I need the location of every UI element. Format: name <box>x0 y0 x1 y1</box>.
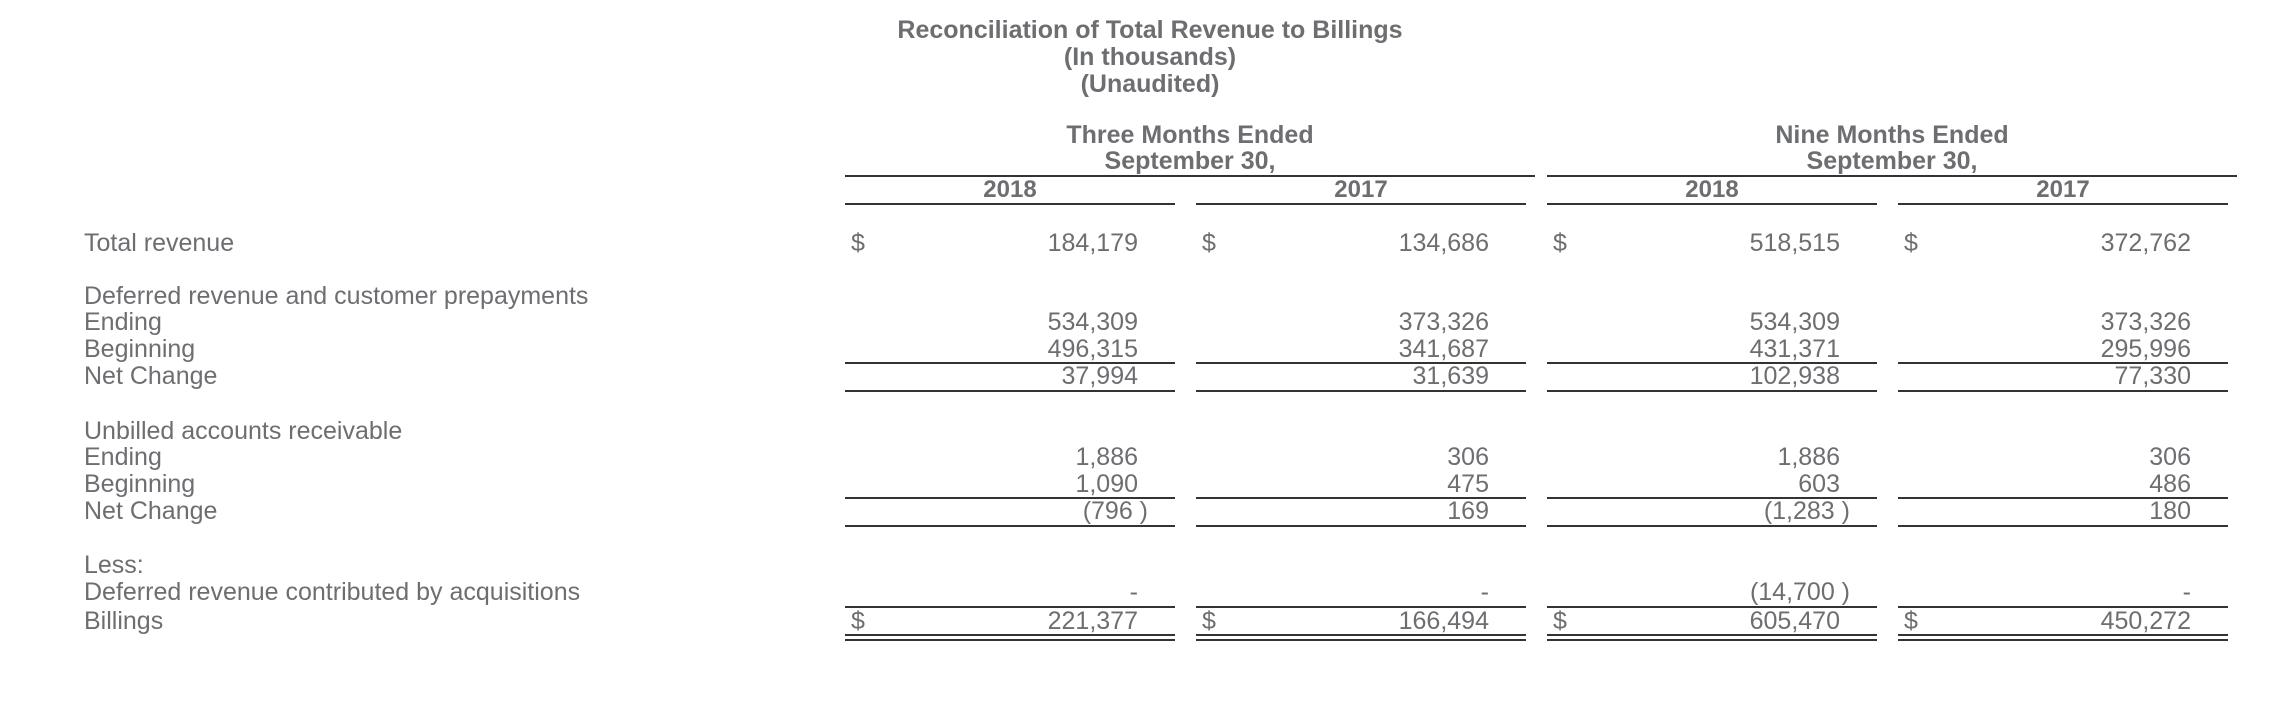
total-revenue-value: 372,762 <box>2100 229 2191 257</box>
deferred-beginning-label: Beginning <box>84 335 196 363</box>
acquisitions-label: Deferred revenue contributed by acquisitions <box>84 578 581 606</box>
billings-value: 605,470 <box>1749 607 1840 635</box>
year-header-nine-2017: 2017 <box>1898 177 2228 205</box>
unbilled-ending-value: 306 <box>2149 443 2191 471</box>
unbilled-ending-value: 1,886 <box>1777 443 1840 471</box>
unbilled-beginning-value: 603 <box>1798 470 1840 498</box>
deferred-beginning-value: 496,315 <box>1047 335 1138 363</box>
subtotal-rule <box>1196 525 1526 527</box>
unbilled-net-change-value: 169 <box>1447 497 1489 525</box>
year-header-nine-2018: 2018 <box>1547 177 1877 205</box>
total-revenue-value: 184,179 <box>1047 229 1138 257</box>
three-months-header: Three Months Ended <box>1066 121 1314 149</box>
report-audit-status: (Unaudited) <box>1080 70 1220 98</box>
deferred-net-change-value: 37,994 <box>1061 362 1138 390</box>
three-months-subheader: September 30, <box>1104 147 1276 175</box>
unbilled-beginning-value: 1,090 <box>1075 470 1138 498</box>
subtotal-rule <box>1898 525 2228 527</box>
currency-symbol: $ <box>851 229 865 257</box>
unbilled-beginning-value: 486 <box>2149 470 2191 498</box>
deferred-beginning-value: 295,996 <box>2100 335 2191 363</box>
subtotal-rule <box>1196 390 1526 392</box>
currency-symbol: $ <box>1553 229 1567 257</box>
total-revenue-value: 518,515 <box>1749 229 1840 257</box>
acquisitions-value: - <box>1480 578 1489 606</box>
total-double-rule <box>1196 634 1526 641</box>
unbilled-net-change-value: (796 ) <box>1082 497 1148 525</box>
currency-symbol: $ <box>851 607 865 635</box>
acquisitions-value: - <box>2182 578 2191 606</box>
billings-label: Billings <box>84 607 164 635</box>
deferred-ending-value: 373,326 <box>1398 308 1489 336</box>
year-header-three-2017: 2017 <box>1196 177 1526 205</box>
deferred-beginning-value: 341,687 <box>1398 335 1489 363</box>
currency-symbol: $ <box>1202 607 1216 635</box>
unbilled-heading: Unbilled accounts receivable <box>84 417 403 445</box>
unbilled-ending-value: 1,886 <box>1075 443 1138 471</box>
total-double-rule <box>845 634 1175 641</box>
currency-symbol: $ <box>1904 229 1918 257</box>
deferred-ending-value: 373,326 <box>2100 308 2191 336</box>
billings-value: 221,377 <box>1047 607 1138 635</box>
total-revenue-value: 134,686 <box>1398 229 1489 257</box>
unbilled-ending-label: Ending <box>84 443 162 471</box>
deferred-beginning-value: 431,371 <box>1749 335 1840 363</box>
deferred-net-change-value: 102,938 <box>1749 362 1840 390</box>
acquisitions-value: - <box>1129 578 1138 606</box>
report-units: (In thousands) <box>1063 43 1237 71</box>
unbilled-beginning-label: Beginning <box>84 470 196 498</box>
deferred-ending-value: 534,309 <box>1749 308 1840 336</box>
currency-symbol: $ <box>1553 607 1567 635</box>
less-heading: Less: <box>84 551 144 579</box>
unbilled-net-change-value: (1,283 ) <box>1763 497 1850 525</box>
currency-symbol: $ <box>1904 607 1918 635</box>
subtotal-rule <box>845 525 1175 527</box>
billings-value: 450,272 <box>2100 607 2191 635</box>
total-double-rule <box>1547 634 1877 641</box>
report-title: Reconciliation of Total Revenue to Billings <box>897 16 1403 44</box>
unbilled-net-change-label: Net Change <box>84 497 218 525</box>
billings-value: 166,494 <box>1398 607 1489 635</box>
deferred-net-change-label: Net Change <box>84 362 218 390</box>
acquisitions-value: (14,700 ) <box>1749 578 1850 606</box>
deferred-heading: Deferred revenue and customer prepayments <box>84 282 589 310</box>
total-double-rule <box>1898 634 2228 641</box>
subtotal-rule <box>1547 390 1877 392</box>
deferred-ending-label: Ending <box>84 308 162 336</box>
unbilled-net-change-value: 180 <box>2149 497 2191 525</box>
total-revenue-label: Total revenue <box>84 229 235 257</box>
deferred-ending-value: 534,309 <box>1047 308 1138 336</box>
nine-months-header: Nine Months Ended <box>1775 121 2009 149</box>
nine-months-subheader: September 30, <box>1806 147 1978 175</box>
currency-symbol: $ <box>1202 229 1216 257</box>
subtotal-rule <box>845 390 1175 392</box>
year-header-three-2018: 2018 <box>845 177 1175 205</box>
unbilled-beginning-value: 475 <box>1447 470 1489 498</box>
unbilled-ending-value: 306 <box>1447 443 1489 471</box>
subtotal-rule <box>1898 390 2228 392</box>
subtotal-rule <box>1547 525 1877 527</box>
deferred-net-change-value: 31,639 <box>1412 362 1489 390</box>
deferred-net-change-value: 77,330 <box>2114 362 2191 390</box>
